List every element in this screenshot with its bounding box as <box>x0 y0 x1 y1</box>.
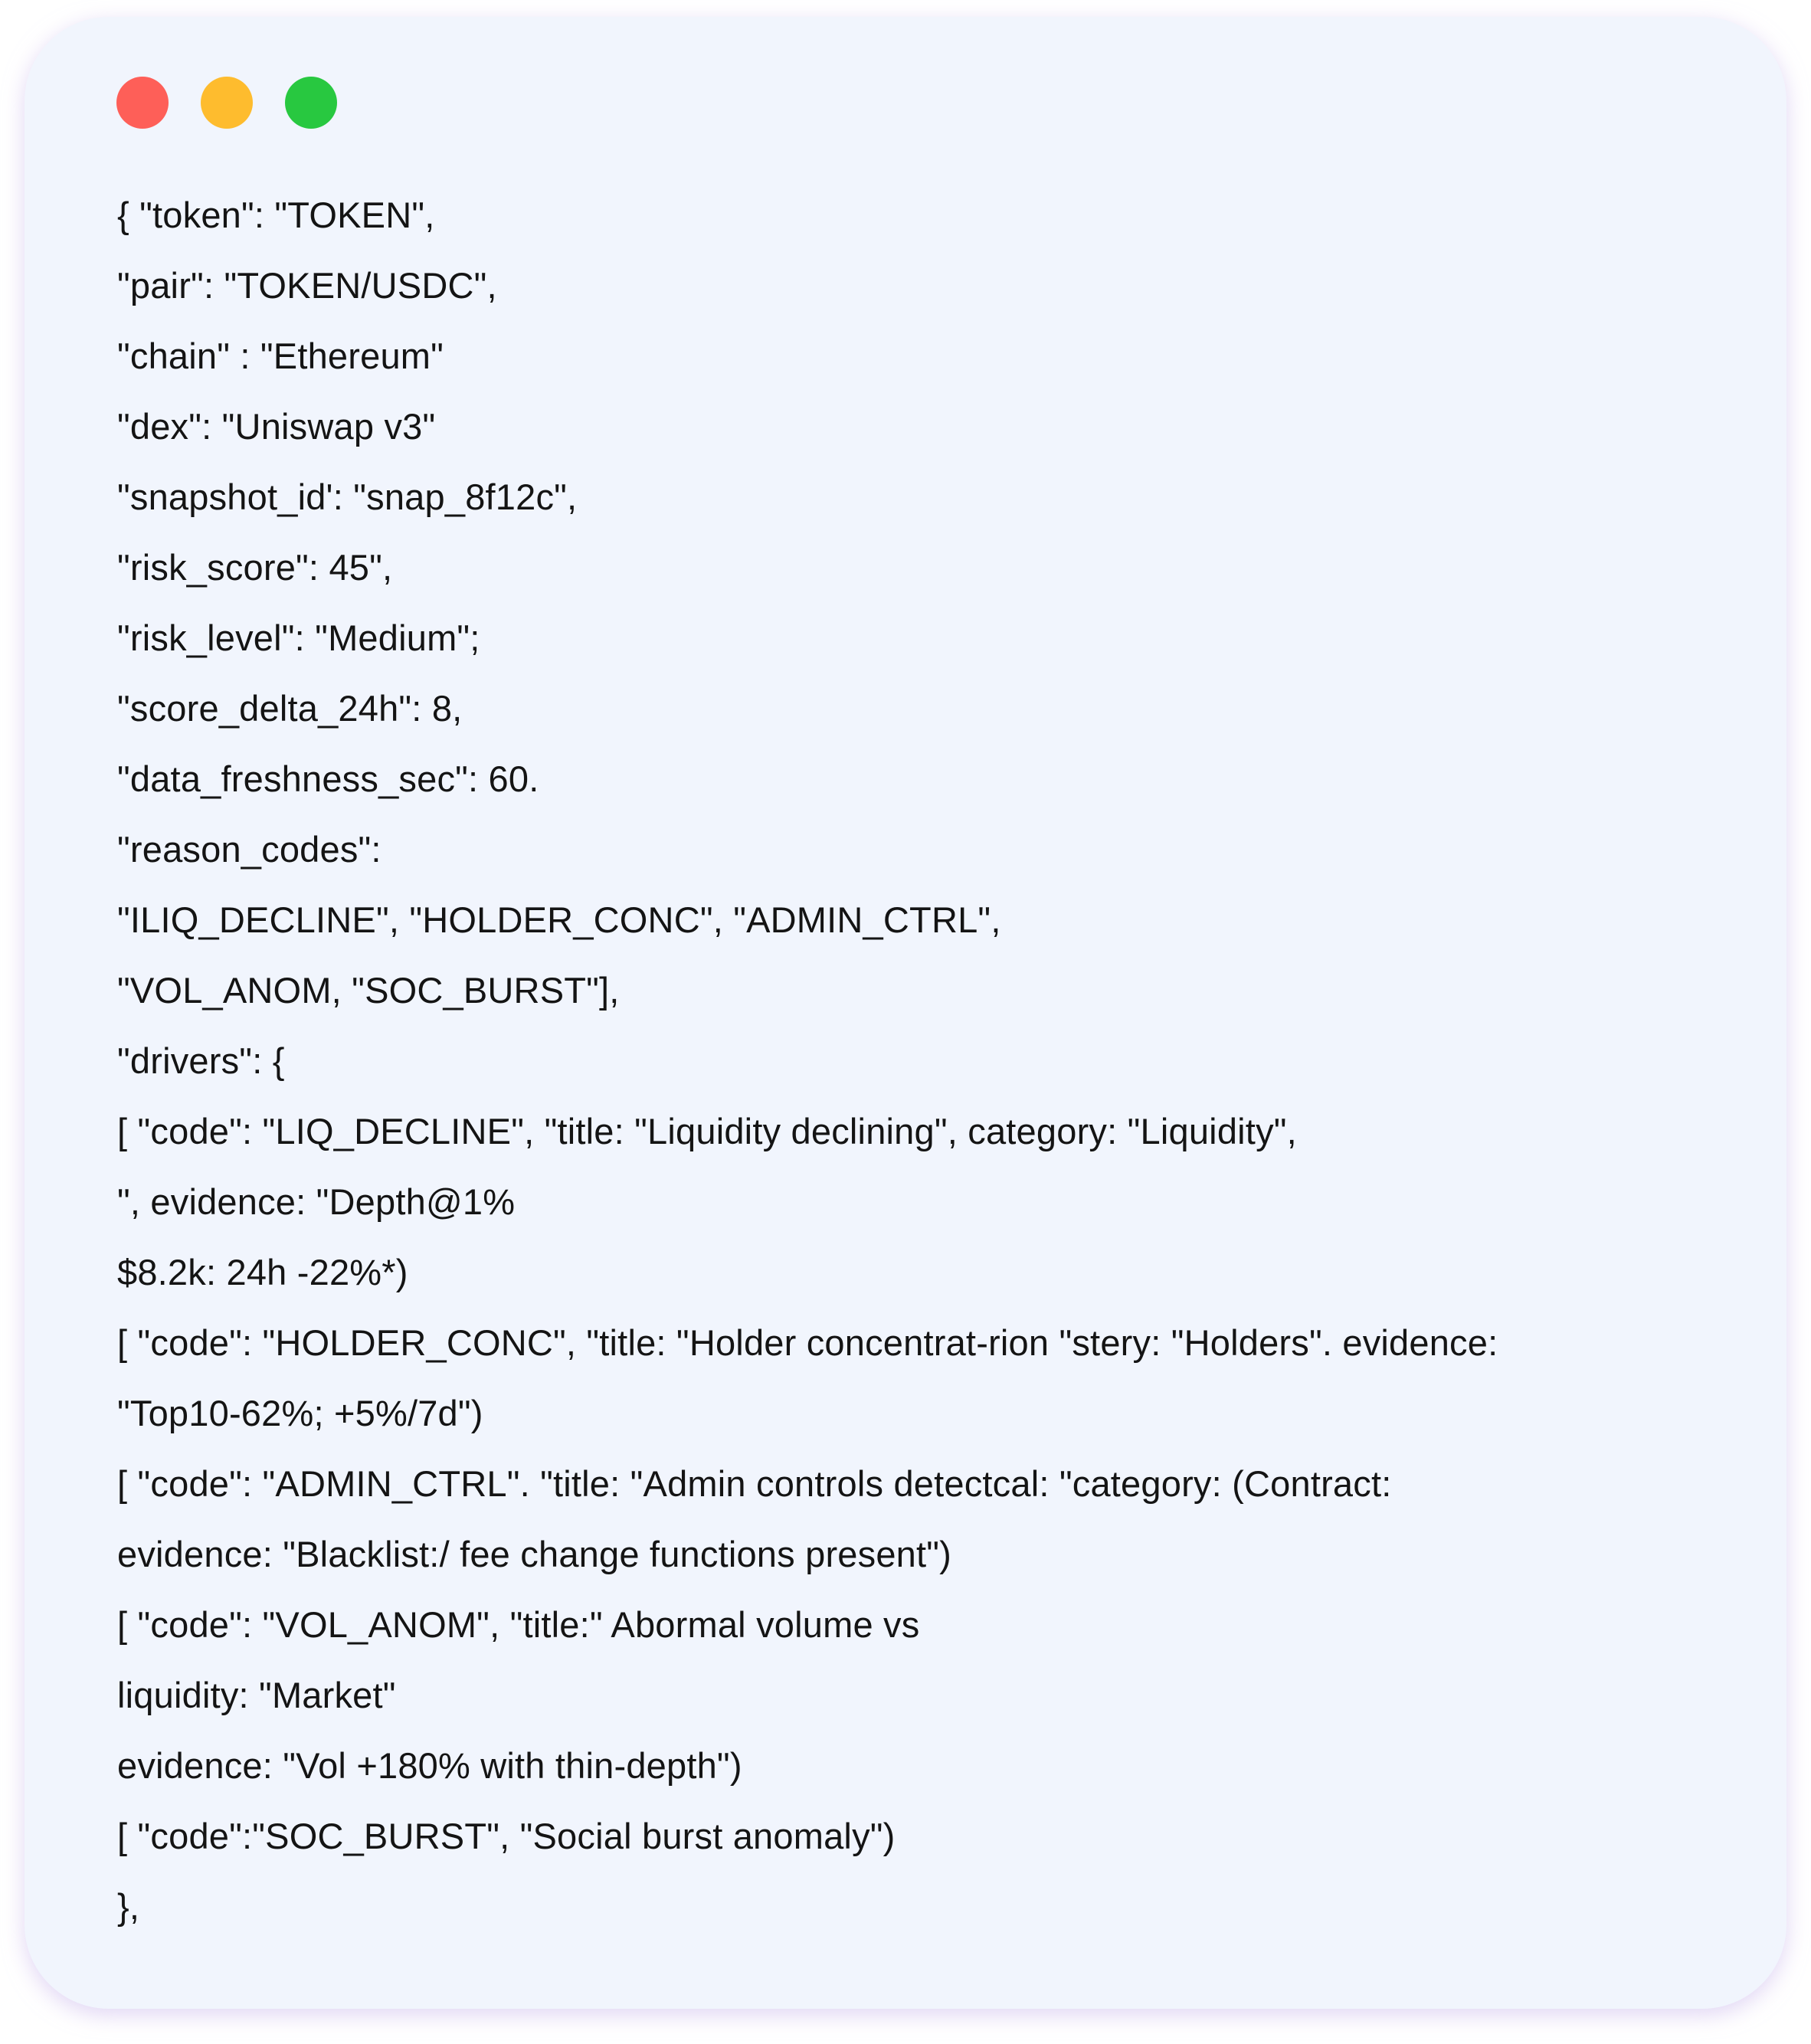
code-line: "chain" : "Ethereum" <box>117 336 444 376</box>
code-line: [ "code": "ADMIN_CTRL". "title: "Admin controls detectcal: "category: (Contract: <box>117 1463 1392 1504</box>
code-line: "VOL_ANOM, "SOC_BURST"], <box>117 970 620 1011</box>
code-line: "drivers": { <box>117 1040 285 1081</box>
code-line: [ "code":"SOC_BURST", "Social burst anomaly") <box>117 1816 896 1856</box>
code-line: liquidity: "Market" <box>117 1675 396 1715</box>
json-code-block <box>117 180 1757 1942</box>
minimize-dot-icon[interactable] <box>201 77 253 129</box>
code-line: evidence: "Vol +180% with thin-depth") <box>117 1745 742 1786</box>
code-line: "risk_level": "Medium"; <box>117 617 480 658</box>
code-line: [ "code": "VOL_ANOM", "title:" Abormal volume vs <box>117 1604 920 1645</box>
maximize-dot-icon[interactable] <box>285 77 337 129</box>
code-window <box>25 17 1786 2009</box>
code-line: "data_freshness_sec": 60. <box>117 758 539 799</box>
code-line: [ "code": "LIQ_DECLINE", "title: "Liquidity declining", category: "Liquidity", <box>117 1111 1297 1151</box>
code-line: "score_delta_24h": 8, <box>117 688 463 729</box>
window-controls <box>116 77 369 129</box>
code-line: "snapshot_id': "snap_8f12c", <box>117 477 578 517</box>
code-line: [ "code": "HOLDER_CONC", "title: "Holder concentrat-rion "stery: "Holders". evidence: <box>117 1322 1498 1363</box>
code-line: evidence: "Blacklist:/ fee change functions present") <box>117 1534 952 1574</box>
code-line: }, <box>117 1886 140 1927</box>
code-line: $8.2k: 24h -22%*) <box>117 1252 408 1292</box>
close-dot-icon[interactable] <box>116 77 169 129</box>
code-line: "pair": "TOKEN/USDC", <box>117 265 497 306</box>
code-line: "reason_codes": <box>117 829 382 870</box>
code-line: "Top10-62%; +5%/7d") <box>117 1393 483 1433</box>
code-line: "dex": "Uniswap v3" <box>117 406 436 447</box>
code-line: { "token": "TOKEN", <box>117 195 435 235</box>
code-line: "risk_score": 45", <box>117 547 393 588</box>
code-line: ", evidence: "Depth@1% <box>117 1181 516 1222</box>
code-line: "ILIQ_DECLINE", "HOLDER_CONC", "ADMIN_CTRL", <box>117 899 1001 940</box>
